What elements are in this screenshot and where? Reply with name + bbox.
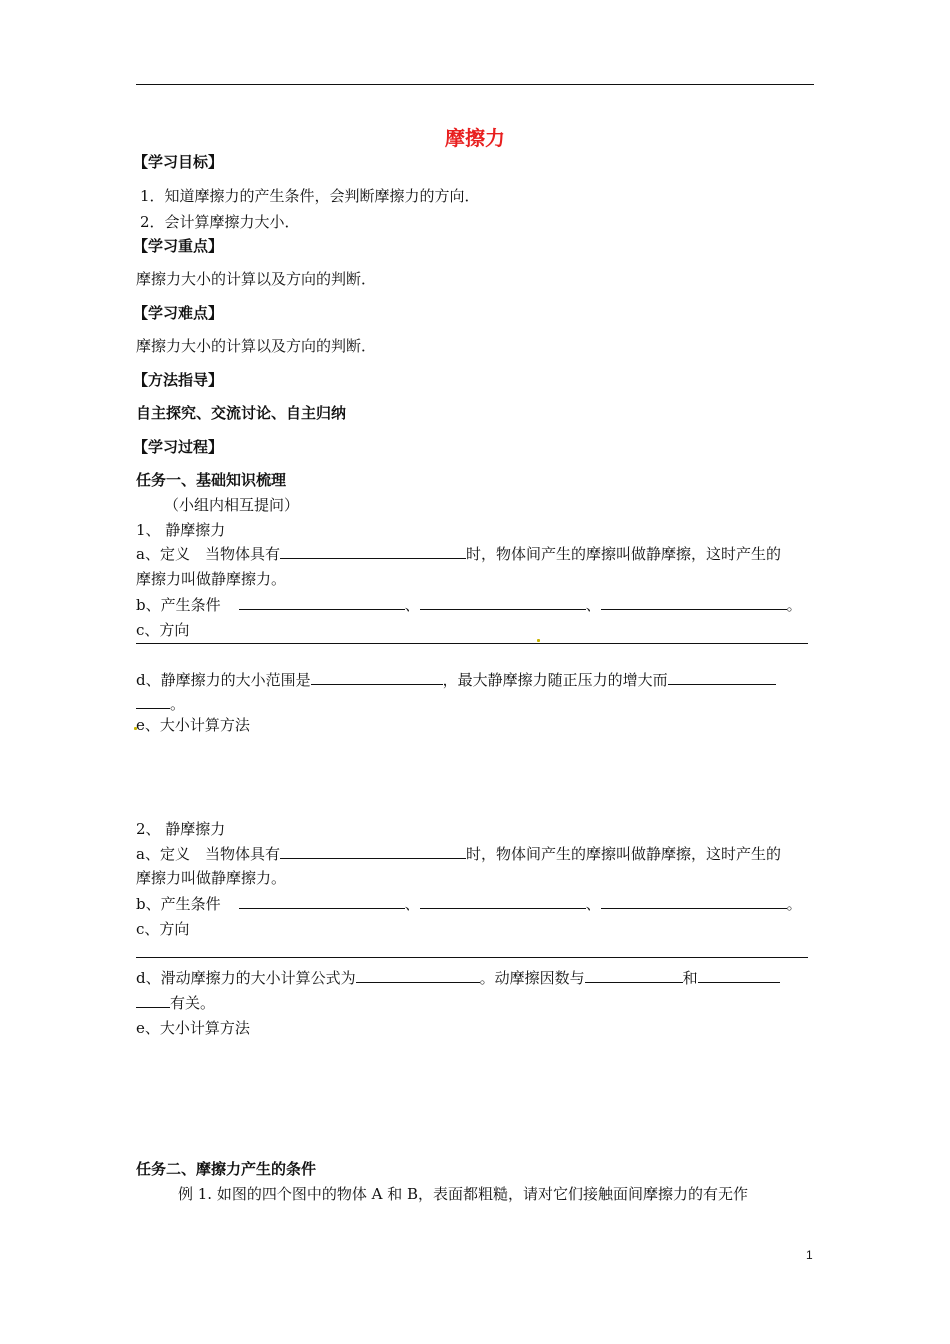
s1-direction-blank[interactable]	[136, 643, 808, 644]
s1-size-blank-1[interactable]	[311, 670, 443, 685]
s1-cond-label: b、产生条件	[136, 596, 221, 614]
s2-size-cont	[136, 992, 215, 1013]
s2-def-cont: 摩擦力叫做静摩擦力。	[136, 869, 287, 887]
s2-heading: 2、 静摩擦力	[136, 820, 226, 838]
s1-cond-blank-1[interactable]	[239, 595, 405, 610]
method-heading: 【方法指导】	[133, 371, 224, 389]
s2-calc-label: e、大小计算方法	[136, 1019, 250, 1037]
s1-def-blank[interactable]	[280, 544, 466, 559]
s2-def-prefix: a、定义 当物体具有	[136, 845, 280, 863]
s2-cond-blank-3[interactable]	[601, 894, 787, 909]
s2-cond-blank-1[interactable]	[239, 894, 405, 909]
task1-title: 任务一、基础知识梳理	[136, 471, 287, 489]
s2-size-end: 有关。	[170, 994, 216, 1012]
s2-definition-line	[136, 843, 781, 864]
s1-condition-line	[136, 594, 802, 615]
goal-item-1: 1．知道摩擦力的产生条件，会判断摩擦力的方向．	[140, 187, 480, 205]
s1-size-blank-2[interactable]	[668, 670, 776, 685]
task1-note: （小组内相互提问）	[164, 496, 300, 514]
s1-def-suffix: 时，物体间产生的摩擦叫做静摩擦，这时产生的	[465, 545, 781, 563]
s1-def-prefix: a、定义 当物体具有	[136, 545, 280, 563]
s2-direction-label: c、方向	[136, 920, 190, 938]
task2-title: 任务二、摩擦力产生的条件	[136, 1160, 317, 1178]
s2-cond-label: b、产生条件	[136, 895, 221, 913]
s2-def-blank[interactable]	[280, 844, 466, 859]
difficulty-text: 摩擦力大小的计算以及方向的判断．	[136, 337, 377, 355]
s2-size-blank-2[interactable]	[585, 968, 683, 983]
goal-heading: 【学习目标】	[133, 153, 224, 171]
s2-cond-end: 。	[786, 895, 802, 913]
s2-size-blank-3[interactable]	[698, 968, 780, 983]
s2-cond-sep-2: 、	[585, 895, 601, 913]
s1-size-mid: ，最大静摩擦力随正压力的增大而	[442, 671, 668, 689]
s2-size-blank-1[interactable]	[356, 968, 480, 983]
s1-calc-label: e、大小计算方法	[136, 716, 250, 734]
s2-size-and: 和	[682, 969, 698, 987]
key-heading: 【学习重点】	[133, 237, 224, 255]
process-heading: 【学习过程】	[133, 438, 224, 456]
s2-size-mid: 。动摩擦因数与	[479, 969, 585, 987]
s1-cond-sep-1: 、	[404, 596, 420, 614]
page-title: 摩擦力	[445, 126, 505, 150]
page-number: 1	[806, 1248, 813, 1262]
s1-size-line	[136, 669, 776, 690]
s1-size-prefix: d、静摩擦力的大小范围是	[136, 671, 311, 689]
s2-size-prefix: d、滑动摩擦力的大小计算公式为	[136, 969, 356, 987]
s2-cond-blank-2[interactable]	[420, 894, 586, 909]
key-text: 摩擦力大小的计算以及方向的判断．	[136, 270, 377, 288]
s2-def-suffix: 时，物体间产生的摩擦叫做静摩擦，这时产生的	[465, 845, 781, 863]
method-text: 自主探究、交流讨论、自主归纳	[136, 404, 347, 422]
stray-mark	[537, 639, 540, 642]
s1-size-cont	[136, 693, 185, 714]
difficulty-heading: 【学习难点】	[133, 304, 224, 322]
task2-example: 例 1. 如图的四个图中的物体 A 和 B，表面都粗糙，请对它们接触面间摩擦力的有无作	[178, 1185, 749, 1203]
s2-cond-sep-1: 、	[404, 895, 420, 913]
s2-size-blank-3-cont[interactable]	[136, 993, 170, 1008]
s2-direction-blank[interactable]	[136, 957, 808, 958]
s2-condition-line	[136, 893, 802, 914]
s1-size-end: 。	[170, 695, 186, 713]
s1-cond-blank-3[interactable]	[601, 595, 787, 610]
s1-def-cont: 摩擦力叫做静摩擦力。	[136, 570, 287, 588]
s1-definition-line	[136, 543, 781, 564]
s1-direction-label: c、方向	[136, 621, 190, 639]
s1-heading: 1、 静摩擦力	[136, 521, 226, 539]
s1-cond-sep-2: 、	[585, 596, 601, 614]
s2-size-line	[136, 967, 780, 988]
s1-size-blank-2-cont[interactable]	[136, 694, 170, 709]
s1-cond-end: 。	[786, 596, 802, 614]
goal-item-2: 2．会计算摩擦力大小．	[140, 213, 300, 231]
s1-cond-blank-2[interactable]	[420, 595, 586, 610]
header-rule	[136, 84, 814, 85]
